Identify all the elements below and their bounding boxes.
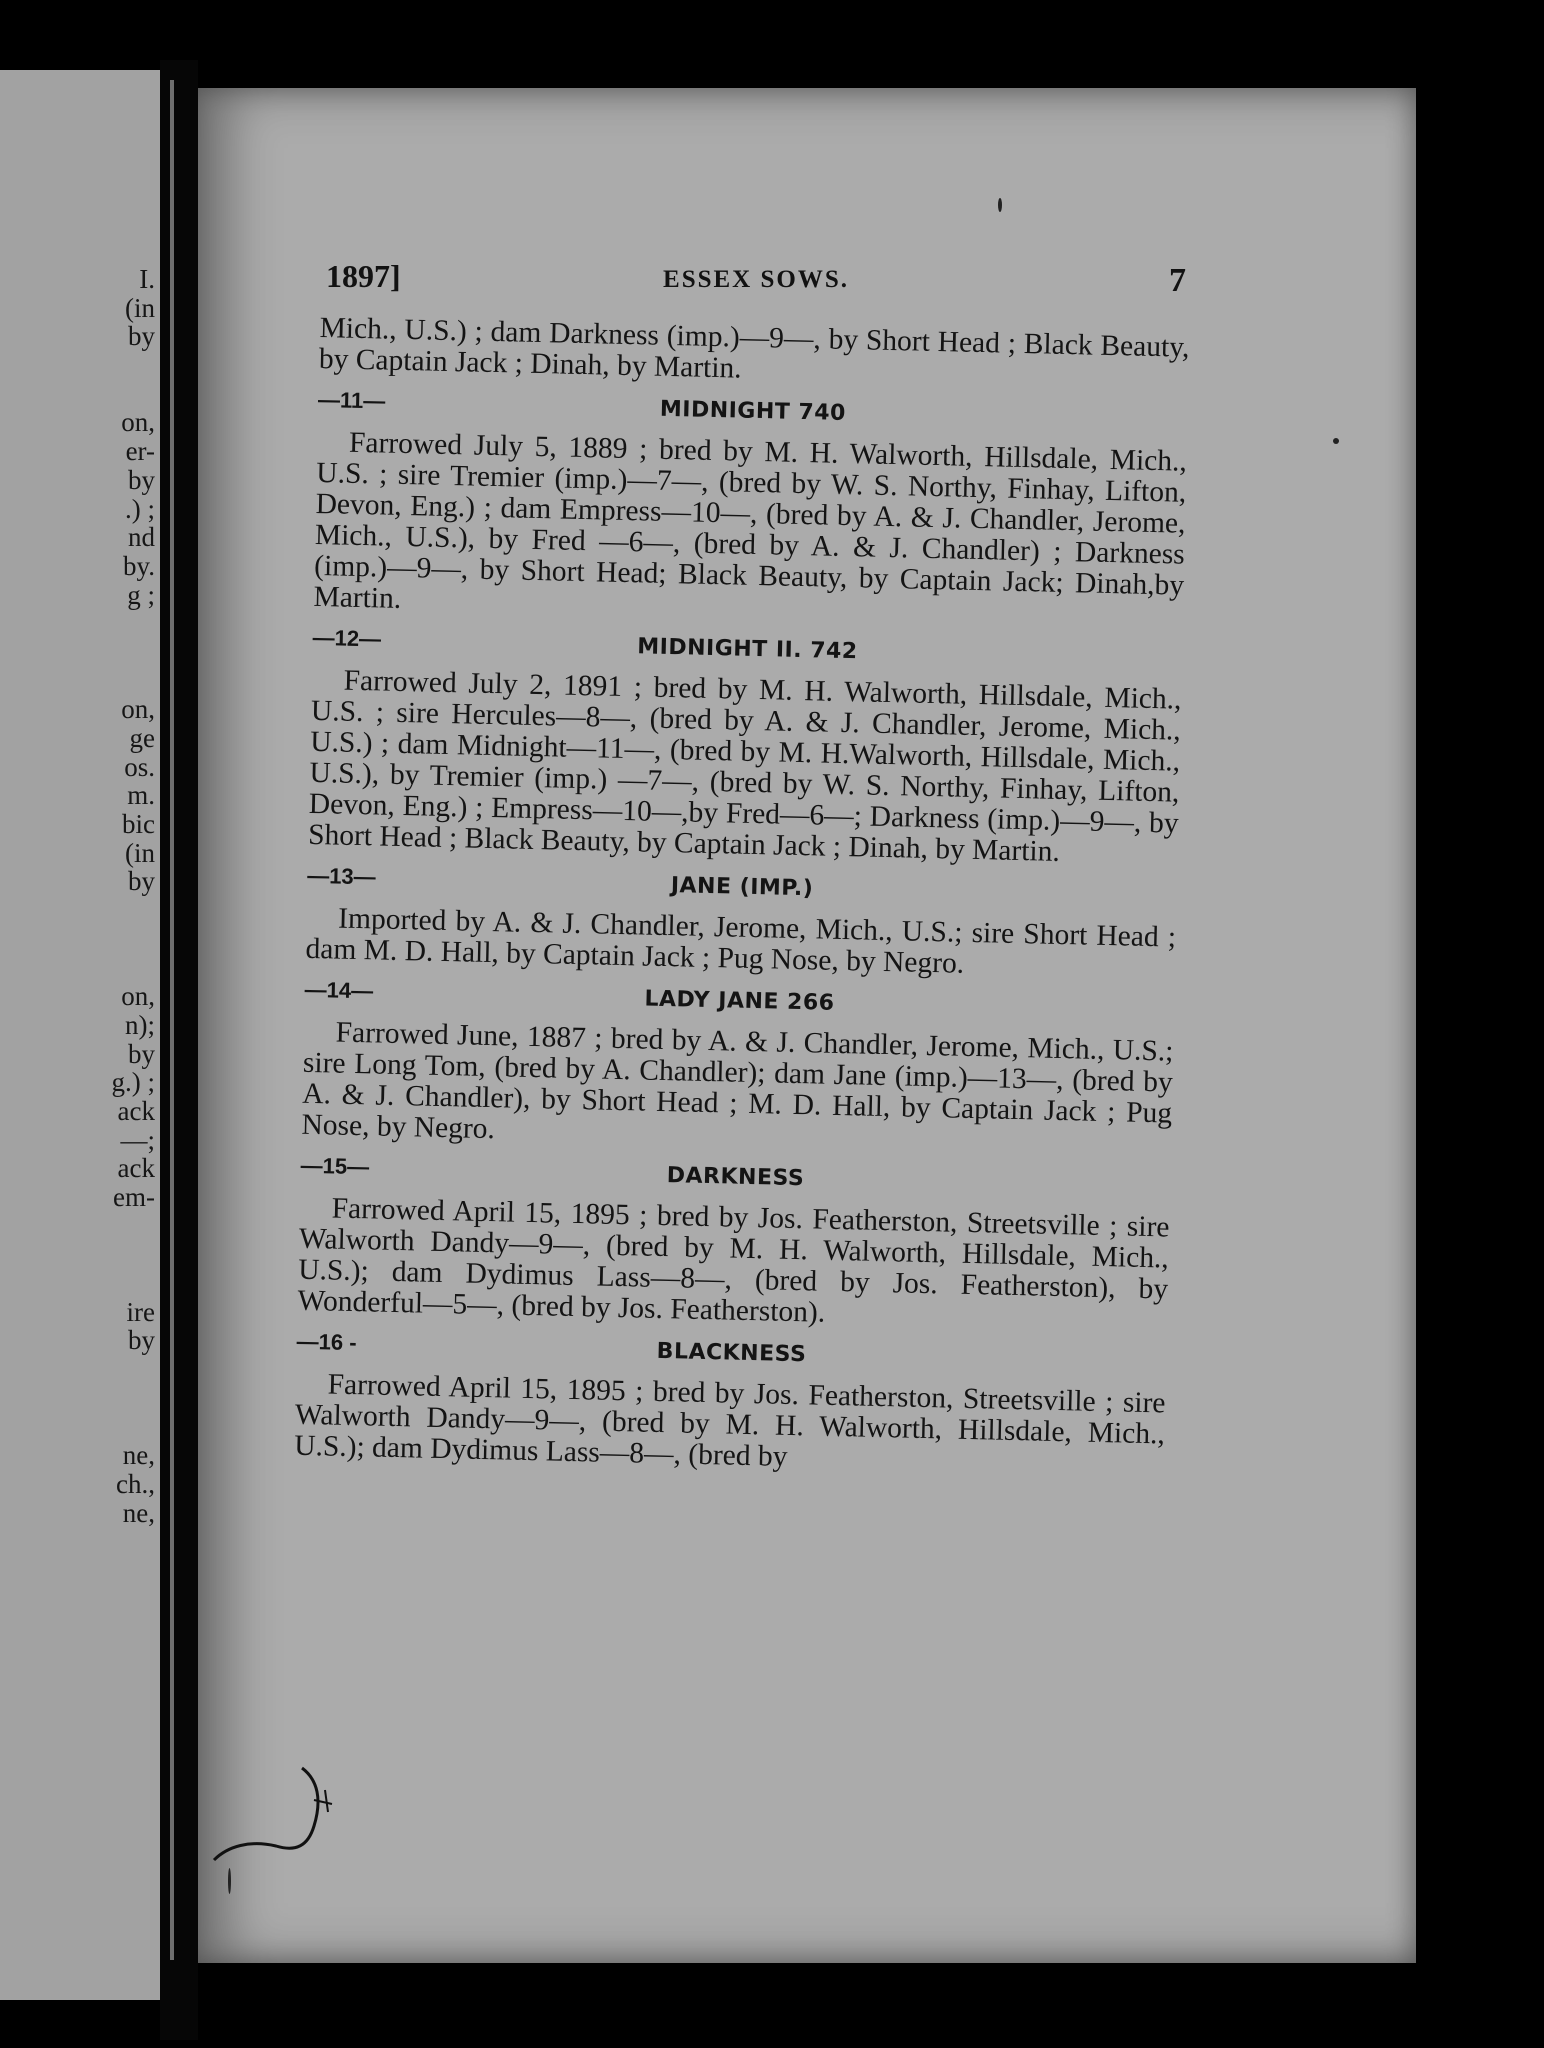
entry-text: Imported by A. & J. Chandler, Jerome, Mich., U.S.; sire Short Head ; dam M. D. Hall, by Captain Jack ; Pug Nose, by Negro. (305, 902, 1177, 980)
gutter-edge-line (170, 80, 174, 1960)
page-header (326, 258, 1186, 308)
left-page-fragments (5, 265, 155, 1527)
fragment-line (5, 638, 155, 667)
fragment-line (5, 380, 155, 409)
entry-name: JANE (IMP.) (670, 873, 814, 902)
entry-number: —16 - (296, 1328, 357, 1356)
fragment-line: ne, (122, 1497, 155, 1528)
entry-name: MIDNIGHT 740 (659, 396, 847, 426)
pedigree-entry-12 (308, 623, 1183, 871)
entry-text: Farrowed July 5, 1889 ; bred by M. H. Walworth, Hillsdale, Mich., U.S. ; sire Tremier (imp.)—7—, (bred by W. S. Northy, Finhay, Lifton, Devon, Eng.) ; dam Empress—10—, (bred by A. & J. Chandler, Jerome, Mich., U.S.), by Fred —6—, (bred by A. & J. Chandler) ; Darkness (imp.)—9—, by Short Head; Black Beauty, by Captain Jack; Dinah,by Martin. (313, 426, 1188, 615)
entry-number: —15— (300, 1152, 370, 1180)
left-page-edge (0, 70, 165, 2000)
page-body (294, 313, 1190, 1481)
pedigree-entry-11 (313, 385, 1188, 633)
fragment-line (5, 609, 155, 638)
fragment-line: by (128, 321, 155, 352)
fragment-line: bic (122, 809, 155, 840)
fragment-line (5, 1269, 155, 1298)
fragment-line: —; (120, 1124, 155, 1155)
fragment-line: ch., (116, 1468, 155, 1499)
fragment-line (5, 1240, 155, 1269)
fragment-line: m. (127, 780, 155, 811)
pedigree-entry-16 (294, 1327, 1167, 1482)
fragment-line: nd (128, 522, 155, 553)
entry-text: Farrowed July 2, 1891 ; bred by M. H. Walworth, Hillsdale, Mich., U.S. ; sire Hercules—8—, (bred by A. & J. Chandler, Jerome, Mich., U.S.) ; dam Midnight—11—, (bred by M. H.Walworth, Hillsdale, Mich., U.S.), by Tremier (imp.) —7—, (bred by W. S. Northy, Finhay, Lifton, Devon, Eng.) ; Empress—10—,by Fred—6—; Darkness (imp.)—9—, by Short Head ; Black Beauty, by Captain Jack ; Dinah, by Martin. (307, 664, 1182, 868)
fragment-line: em- (113, 1182, 155, 1212)
fragment-line: on, (121, 981, 155, 1012)
fragment-line (5, 925, 155, 954)
fragment-line (5, 896, 155, 925)
fragment-line: ack (117, 1095, 155, 1126)
fragment-line (5, 1212, 155, 1241)
fragment-line (5, 1355, 155, 1384)
pedigree-entry-13 (305, 861, 1177, 985)
fragment-line: ack (117, 1153, 155, 1184)
entry-number: —13— (306, 862, 376, 890)
fragment-line: g ; (127, 579, 155, 610)
entry-name: LADY JANE 266 (644, 986, 835, 1016)
entry-text: Farrowed April 15, 1895 ; bred by Jos. Featherston, Streetsville ; sire Walworth Dandy—9—, (bred by M. H. Walworth, Hillsdale, Mich., U.S.); dam Dydimus Lass—8—, (bred by Jos. Featherston), by Wonderful—5—, (bred by Jos. Featherston). (297, 1192, 1170, 1329)
fragment-line: er- (125, 436, 155, 467)
fragment-line (5, 1384, 155, 1413)
running-title: ESSEX SOWS. (663, 266, 849, 293)
fragment-line (5, 954, 155, 983)
entry-number: —14— (304, 976, 374, 1004)
fragment-line (5, 351, 155, 380)
fragment-line: I. (139, 264, 155, 294)
entry-text: Farrowed April 15, 1895 ; bred by Jos. Featherston, Streetsville ; sire Walworth Dandy—9—, (bred by M. H. Walworth, Hillsdale, Mich., U.S.); dam Dydimus Lass—8—, (bred by (293, 1368, 1166, 1473)
pedigree-entry-14 (301, 975, 1175, 1161)
fragment-line: .) ; (125, 493, 155, 524)
entry-name: BLACKNESS (656, 1338, 807, 1368)
fragment-line: by (128, 464, 155, 495)
fragment-line: ge (129, 723, 155, 753)
page-number: 7 (1169, 262, 1186, 299)
header-year: 1897] (326, 258, 401, 294)
entry-name: MIDNIGHT II. 742 (637, 634, 858, 665)
fragment-line: (in (125, 292, 155, 323)
fragment-line: g.) ; (111, 1067, 155, 1098)
entry-name: DARKNESS (666, 1163, 805, 1192)
fragment-line: by. (123, 550, 155, 581)
fragment-line: os. (124, 751, 155, 782)
ink-speck (998, 198, 1002, 212)
book-gutter (160, 60, 198, 2040)
ink-speck (1333, 438, 1339, 444)
fragment-line: by (128, 1038, 155, 1069)
pencil-mark-icon (210, 1760, 350, 1880)
pedigree-entry-15 (297, 1151, 1171, 1337)
fragment-line: n); (125, 1009, 155, 1040)
fragment-line: ire (126, 1296, 155, 1327)
book-page (198, 88, 1416, 1963)
fragment-line (5, 667, 155, 696)
fragment-line (5, 1413, 155, 1442)
fragment-line: on, (121, 694, 155, 725)
fragment-line: on, (121, 407, 155, 438)
entry-number: —11— (317, 386, 386, 414)
entry-number: —12— (312, 624, 382, 652)
fragment-line: by (128, 1325, 155, 1356)
fragment-line: by (128, 866, 155, 897)
fragment-line: (in (125, 837, 155, 868)
entry-text: Farrowed June, 1887 ; bred by A. & J. Chandler, Jerome, Mich., U.S.; sire Long Tom, (bred by A. Chandler); dam Jane (imp.)—13—, (bred by A. & J. Chandler), by Short Head ; M. D. Hall, by Captain Jack ; Pug Nose, by Negro. (301, 1016, 1174, 1146)
continuation-paragraph: Mich., U.S.) ; dam Darkness (imp.)—9—, by Short Head ; Black Beauty, by Captain Jack ; Dinah, by Martin. (318, 312, 1190, 385)
fragment-line: ne, (122, 1440, 155, 1471)
